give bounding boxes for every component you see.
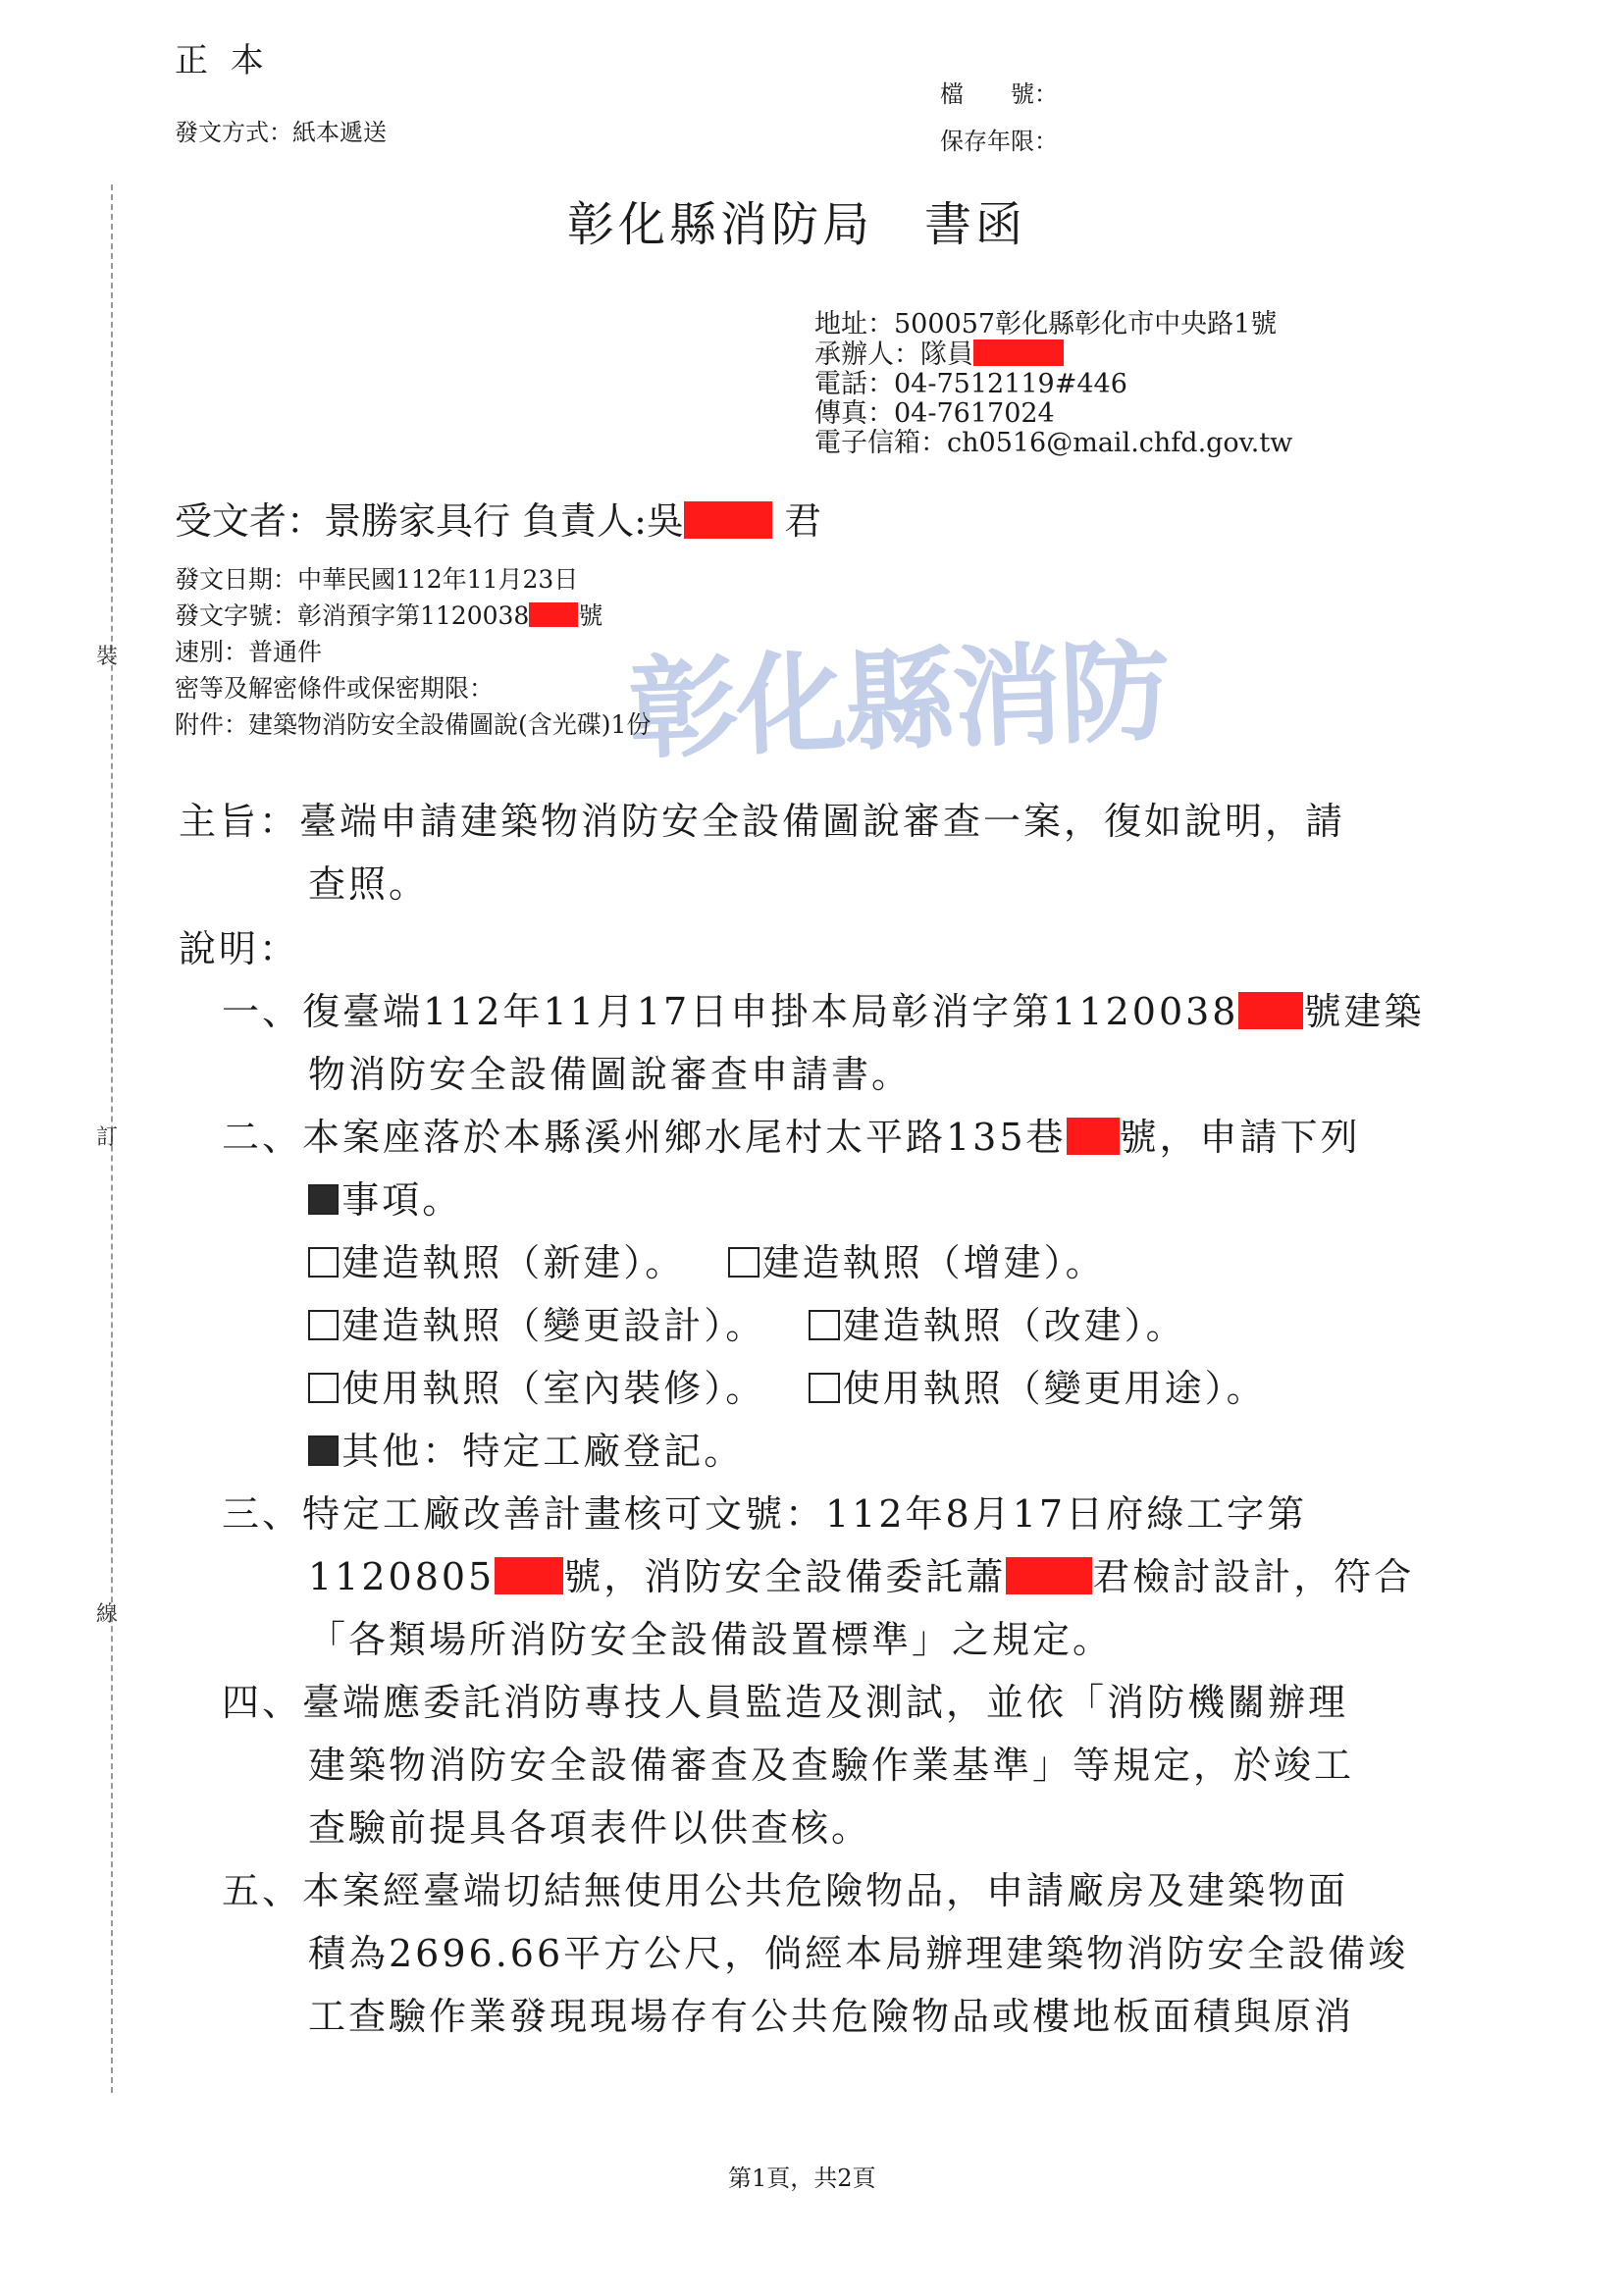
redaction	[1006, 1557, 1092, 1594]
seal-stamp: 彰化縣消防	[626, 627, 1171, 775]
item-5-line-3: 工查驗作業發現現場存有公共危險物品或樓地板面積與原消	[308, 1995, 1355, 2038]
recipient-name: 受文者：景勝家具行 負責人:吳	[175, 499, 684, 543]
item-1-line-1	[222, 981, 1425, 1035]
checkbox-unchecked	[308, 1373, 339, 1403]
recipient-line	[175, 491, 821, 545]
checkbox-unchecked	[308, 1310, 339, 1340]
item-2-text: 二、本案座落於本縣溪州鄉水尾村太平路135巷	[222, 1116, 1067, 1159]
option-rebuild: 建造執照（改建）。	[842, 1304, 1186, 1347]
item-5-line-1: 五、本案經臺端切結無使用公共危險物品，申請廠房及建築物面	[222, 1869, 1349, 1912]
option-change-use: 使用執照（變更用途）。	[842, 1367, 1267, 1410]
checkbox-unchecked	[809, 1310, 839, 1340]
page-number: 第1頁，共2頁	[728, 2165, 876, 2192]
sender-address: 地址：500057彰化縣彰化市中央路1號	[814, 309, 1278, 339]
redaction	[973, 339, 1064, 366]
item-1-text-end: 號建築	[1303, 990, 1425, 1033]
option-change-design: 建造執照（變更設計）。	[341, 1304, 766, 1347]
sender-fax: 傳真：04-7617024	[814, 397, 1055, 429]
option-extension: 建造執照（增建）。	[761, 1241, 1106, 1284]
checkbox-unchecked	[308, 1247, 339, 1278]
binding-char-ding: 訂	[96, 1125, 119, 1150]
handler-label: 承辦人：隊員	[814, 339, 973, 370]
redaction	[1067, 1118, 1120, 1155]
delivery-method: 發文方式：紙本遞送	[175, 119, 387, 146]
attachment: 附件：建築物消防安全設備圖說(含光碟)1份	[175, 710, 652, 739]
document-title: 彰化縣消防局 書函	[567, 197, 1027, 252]
sender-phone: 電話：04-7512119#446	[814, 368, 1127, 399]
option-row-2	[308, 1295, 1186, 1349]
item-4-line-2: 建築物消防安全設備審查及查驗作業基準」等規定，於竣工	[308, 1744, 1355, 1787]
item-1-text: 一、復臺端112年11月17日申掛本局彰消字第1120038	[222, 990, 1239, 1033]
checkbox-checked	[308, 1435, 339, 1466]
item-1-line-2: 物消防安全設備圖說審查申請書。	[308, 1053, 913, 1096]
option-interior-renovation: 使用執照（室內裝修）。	[341, 1367, 766, 1410]
speed-class: 速別：普通件	[175, 638, 323, 666]
item-2-text-2: 事項。	[341, 1178, 463, 1222]
redaction	[684, 501, 772, 539]
document-number	[175, 598, 651, 634]
sender-block	[814, 310, 1292, 458]
item-3-text-a: 1120805	[308, 1555, 496, 1598]
checkbox-checked	[308, 1184, 339, 1215]
binding-char-zhuang: 裝	[96, 645, 119, 669]
doc-no-suffix: 號	[578, 601, 603, 630]
item-2-line-2	[308, 1170, 462, 1224]
item-3-text-b: 號，消防安全設備委託蕭	[563, 1555, 1007, 1598]
option-row-4	[308, 1421, 744, 1475]
item-3-line-1: 三、特定工廠改善計畫核可文號：112年8月17日府綠工字第	[222, 1492, 1308, 1536]
item-2-text-end: 號，申請下列	[1119, 1116, 1361, 1159]
redaction	[529, 602, 578, 627]
item-4-line-1: 四、臺端應委託消防專技人員監造及測試，並依「消防機關辦理	[222, 1681, 1349, 1724]
issue-date: 發文日期：中華民國112年11月23日	[175, 565, 579, 594]
explanation-label: 說明：	[179, 927, 300, 970]
sender-handler	[814, 339, 1292, 370]
meta-block	[175, 561, 651, 743]
item-4-line-3: 查驗前提具各項表件以供查核。	[308, 1806, 872, 1850]
copy-type-label: 正 本	[175, 41, 270, 80]
retention-period-label: 保存年限：	[940, 128, 1058, 155]
redaction	[1238, 992, 1303, 1029]
doc-no-prefix: 發文字號：彰消預字第1120038	[175, 601, 530, 630]
item-2-line-1	[222, 1107, 1361, 1161]
item-3-line-2	[308, 1546, 1414, 1600]
option-row-3	[308, 1358, 1267, 1412]
subject-line-2: 查照。	[308, 862, 430, 906]
binding-char-xian: 線	[96, 1602, 119, 1627]
item-5-line-2: 積為2696.66平方公尺，倘經本局辦理建築物消防安全設備竣	[308, 1932, 1409, 1975]
option-new-construction: 建造執照（新建）。	[341, 1241, 686, 1284]
option-other: 其他：特定工廠登記。	[341, 1430, 745, 1473]
redaction	[495, 1557, 563, 1594]
item-3-text-c: 君檢討設計，符合	[1092, 1555, 1415, 1598]
subject-line-1: 主旨：臺端申請建築物消防安全設備圖說審查一案，復如說明，請	[179, 800, 1346, 843]
recipient-suffix: 君	[783, 499, 821, 543]
file-number-label: 檔 號：	[940, 80, 1058, 108]
sender-email: 電子信箱：ch0516@mail.chfd.gov.tw	[814, 427, 1293, 458]
item-3-line-3: 「各類場所消防安全設備設置標準」之規定。	[308, 1618, 1114, 1661]
secrecy-level: 密等及解密條件或保密期限：	[175, 674, 495, 703]
checkbox-unchecked	[809, 1373, 839, 1403]
option-row-1	[308, 1232, 1106, 1286]
checkbox-unchecked	[728, 1247, 759, 1278]
